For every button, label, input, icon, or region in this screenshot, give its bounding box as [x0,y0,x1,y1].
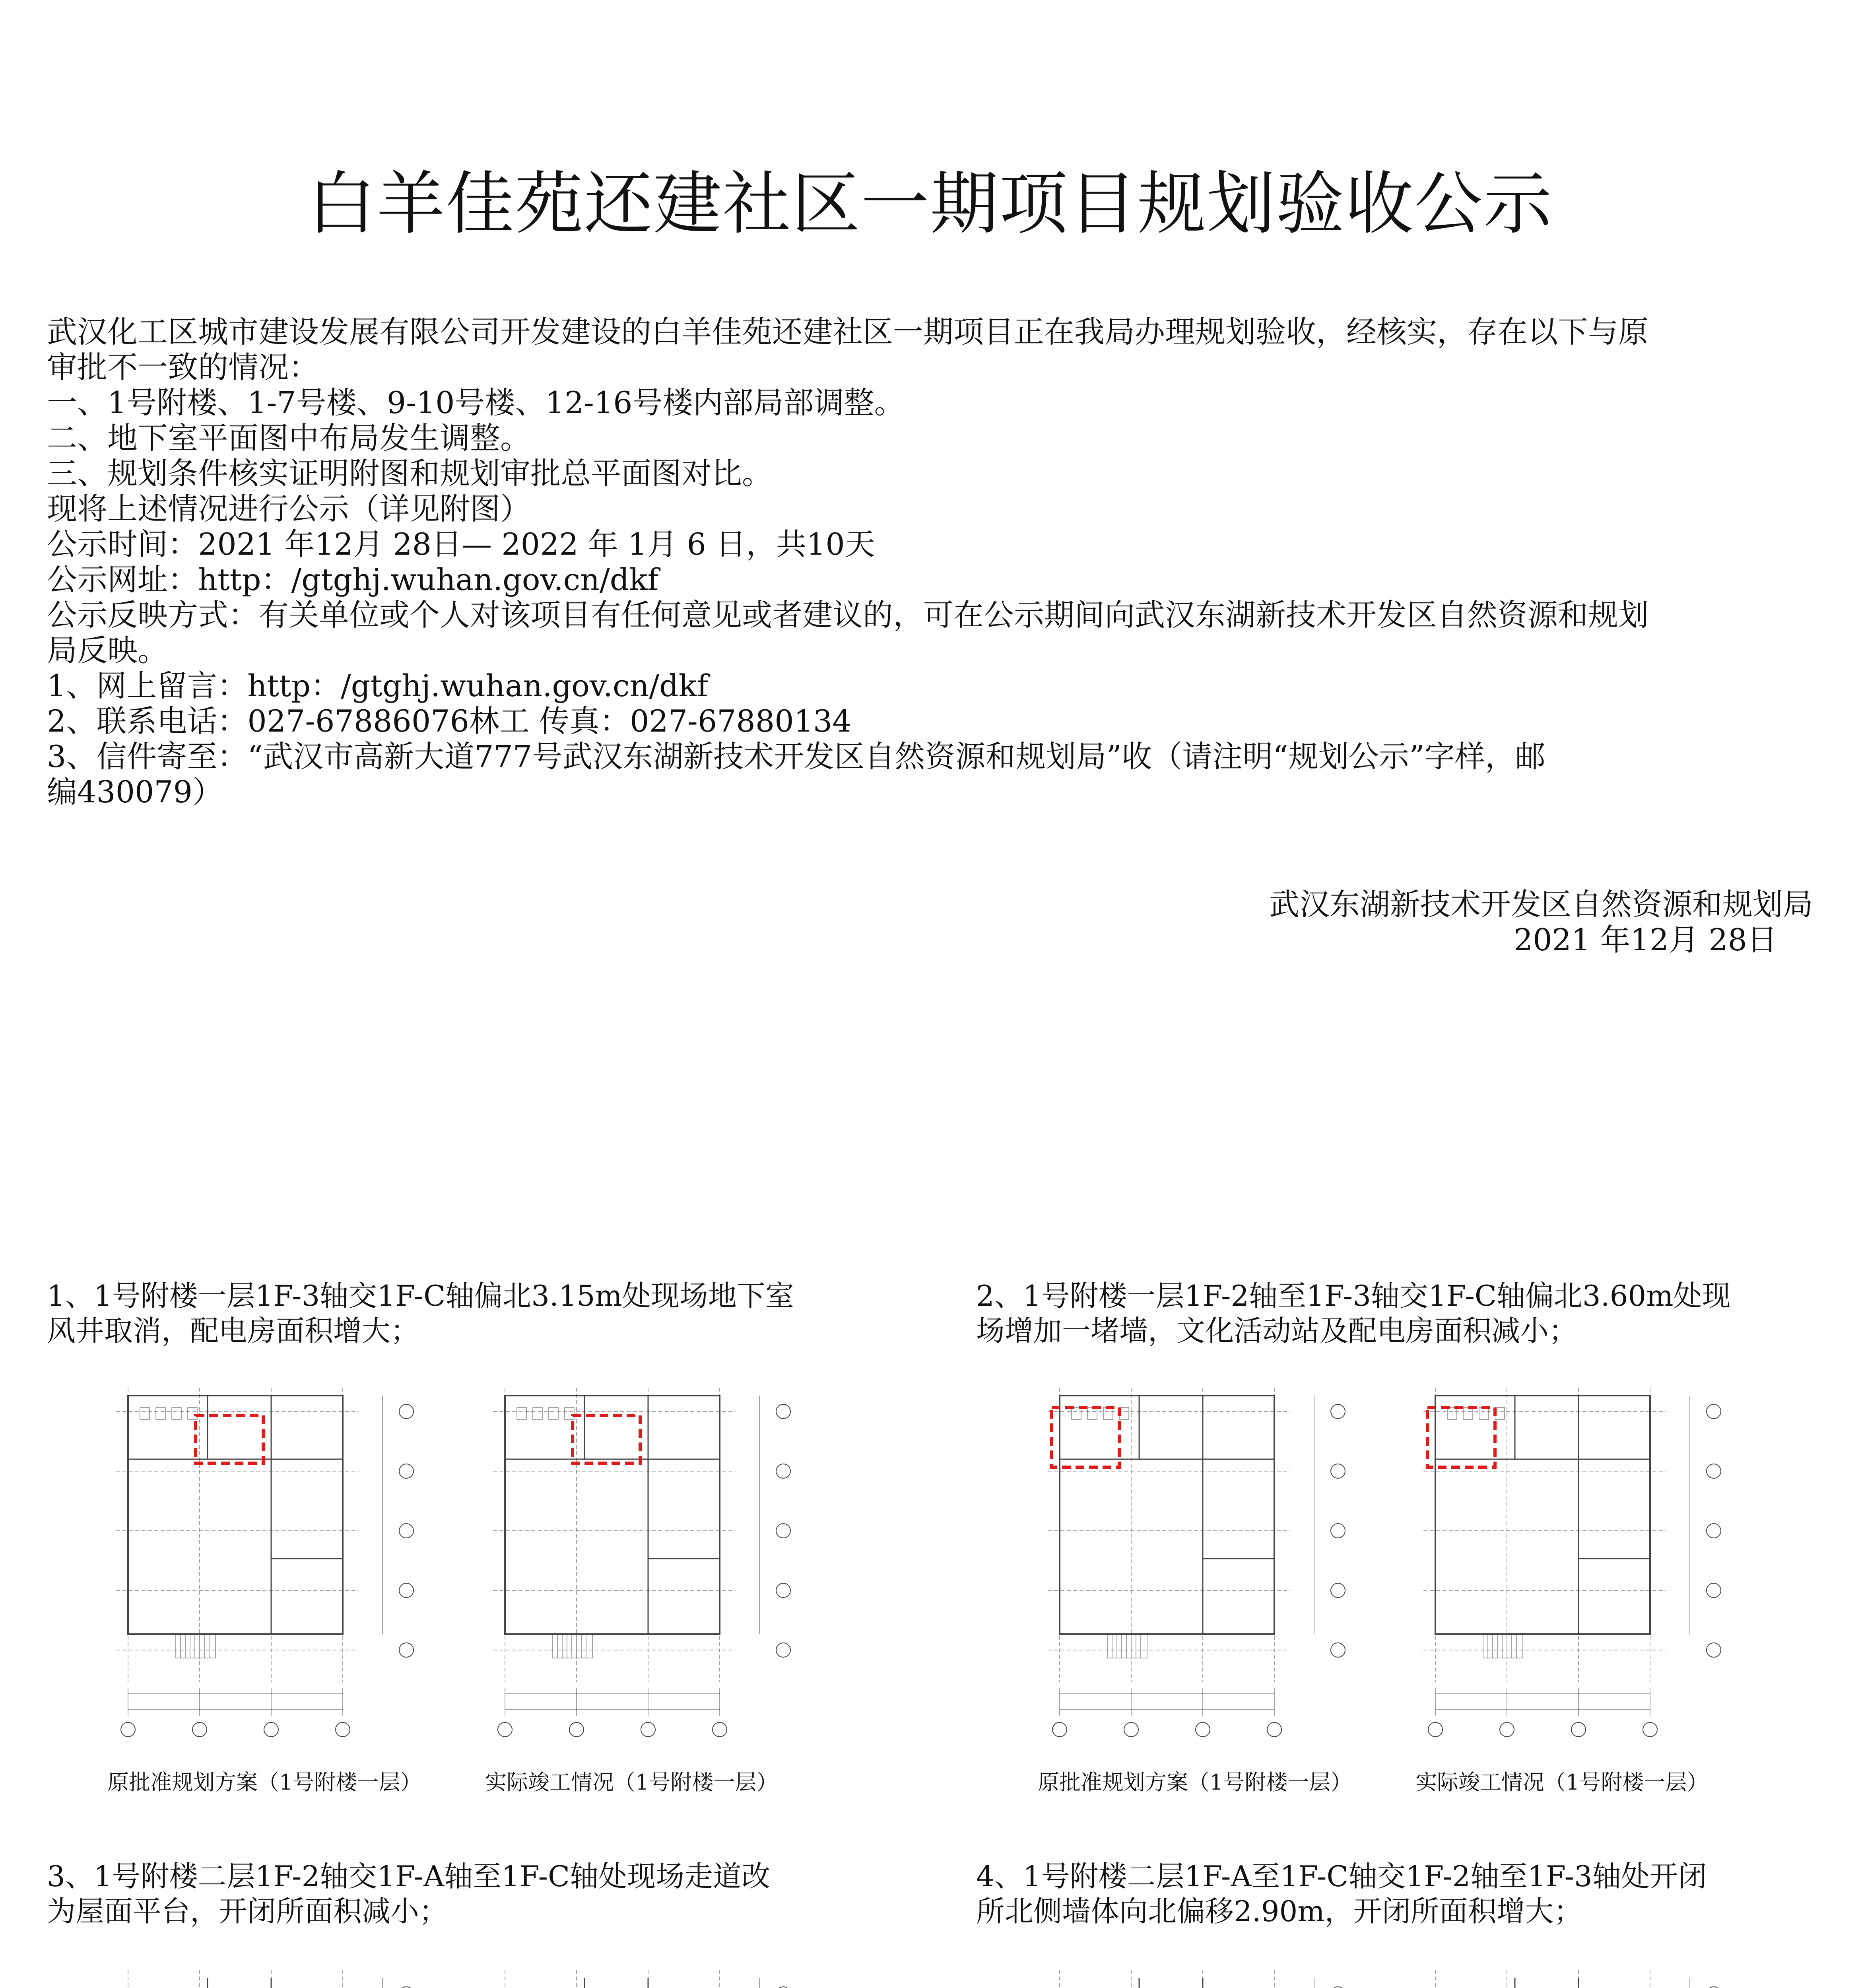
body-line: 编430079） [47,774,223,810]
body-line: 三、规划条件核实证明附图和规划审批总平面图对比。 [47,456,772,491]
caption-1-actual: 实际竣工情况（1号附楼一层） [485,1770,778,1795]
body-line: 现将上述情况进行公示（详见附图） [47,491,530,526]
floor-plan-drawing [104,1962,430,1988]
floor-plan-drawing [104,1380,430,1745]
item-2-desc-line: 场增加一堵墙，文化活动站及配电房面积减小； [976,1314,1578,1347]
body-line: 局反映。 [47,633,168,668]
floor-plan-drawing [1036,1380,1362,1745]
floor-plan-drawing [481,1962,807,1988]
floor-plan-drawing [481,1380,807,1745]
page-title: 白羊佳苑还建社区一期项目规划验收公示 [307,164,1553,244]
item-3-desc-line: 3、1号附楼二层1F-2轴交1F-A轴至1F-C轴处现场走道改 [47,1860,771,1893]
caption-2-original: 原批准规划方案（1号附楼一层） [1038,1770,1352,1795]
item-1-description [47,1278,898,1348]
body-line: 武汉化工区城市建设发展有限公司开发建设的白羊佳苑还建社区一期项目正在我局办理规划验收，经核实，存在以下与原 [47,314,1648,349]
item-4-desc-line: 所北侧墙体向北偏移2.90m，开闭所面积增大； [976,1895,1582,1928]
body-line: 2、联系电话：027-67886076林工 传真：027-67880134 [47,703,852,739]
signoff [1269,887,1813,957]
floor-plan-3-original [104,1962,430,1988]
body-line: 公示网址：http：/gtghj.wuhan.gov.cn/dkf [47,562,659,597]
floor-plan-1-original [104,1380,430,1745]
item-1-desc-line: 1、1号附楼一层1F-3轴交1F-C轴偏北3.15m处现场地下室 [47,1279,794,1312]
item-4-desc-line: 4、1号附楼二层1F-A至1F-C轴交1F-2轴至1F-3轴处开闭 [976,1860,1707,1893]
floor-plan-drawing [1412,1380,1738,1745]
floor-plan-1-actual [481,1380,807,1745]
caption-2-actual: 实际竣工情况（1号附楼一层） [1415,1770,1709,1795]
floor-plan-3-actual [481,1962,807,1988]
body-line: 1、网上留言：http：/gtghj.wuhan.gov.cn/dkf [47,668,708,703]
item-1-desc-line: 风井取消，配电房面积增大； [47,1314,419,1347]
signoff-org: 武汉东湖新技术开发区自然资源和规划局 [1269,887,1813,922]
body-line: 3、信件寄至：“武汉市高新大道777号武汉东湖新技术开发区自然资源和规划局”收（请注明“规划公示”字样，邮 [47,739,1545,774]
body-line: 公示反映方式：有关单位或个人对该项目有任何意见或者建议的，可在公示期间向武汉东湖新技术开发区自然资源和规划 [47,597,1648,633]
body-line: 审批不一致的情况： [47,349,319,385]
item-2-desc-line: 2、1号附楼一层1F-2轴至1F-3轴交1F-C轴偏北3.60m处现 [976,1279,1731,1312]
floor-plan-2-original [1036,1380,1362,1745]
body-line: 公示时间：2021 年12月 28日— 2022 年 1月 6 日，共10天 [47,526,875,562]
item-3-description [47,1859,898,1929]
notice-body [47,314,1816,810]
body-line: 二、地下室平面图中布局发生调整。 [47,420,530,456]
floor-plan-4-actual [1412,1962,1738,1988]
caption-1-original: 原批准规划方案（1号附楼一层） [107,1770,422,1795]
signoff-date: 2021 年12月 28日 [1513,922,1777,957]
floor-plan-2-actual [1412,1380,1738,1745]
floor-plan-drawing [1036,1962,1362,1988]
body-line: 一、1号附楼、1-7号楼、9-10号楼、12-16号楼内部局部调整。 [47,385,905,420]
floor-plan-4-original [1036,1962,1362,1988]
floor-plan-drawing [1412,1962,1738,1988]
item-4-description [976,1859,1827,1929]
item-2-description [976,1278,1827,1348]
item-3-desc-line: 为屋面平台，开闭所面积减小； [47,1895,448,1928]
